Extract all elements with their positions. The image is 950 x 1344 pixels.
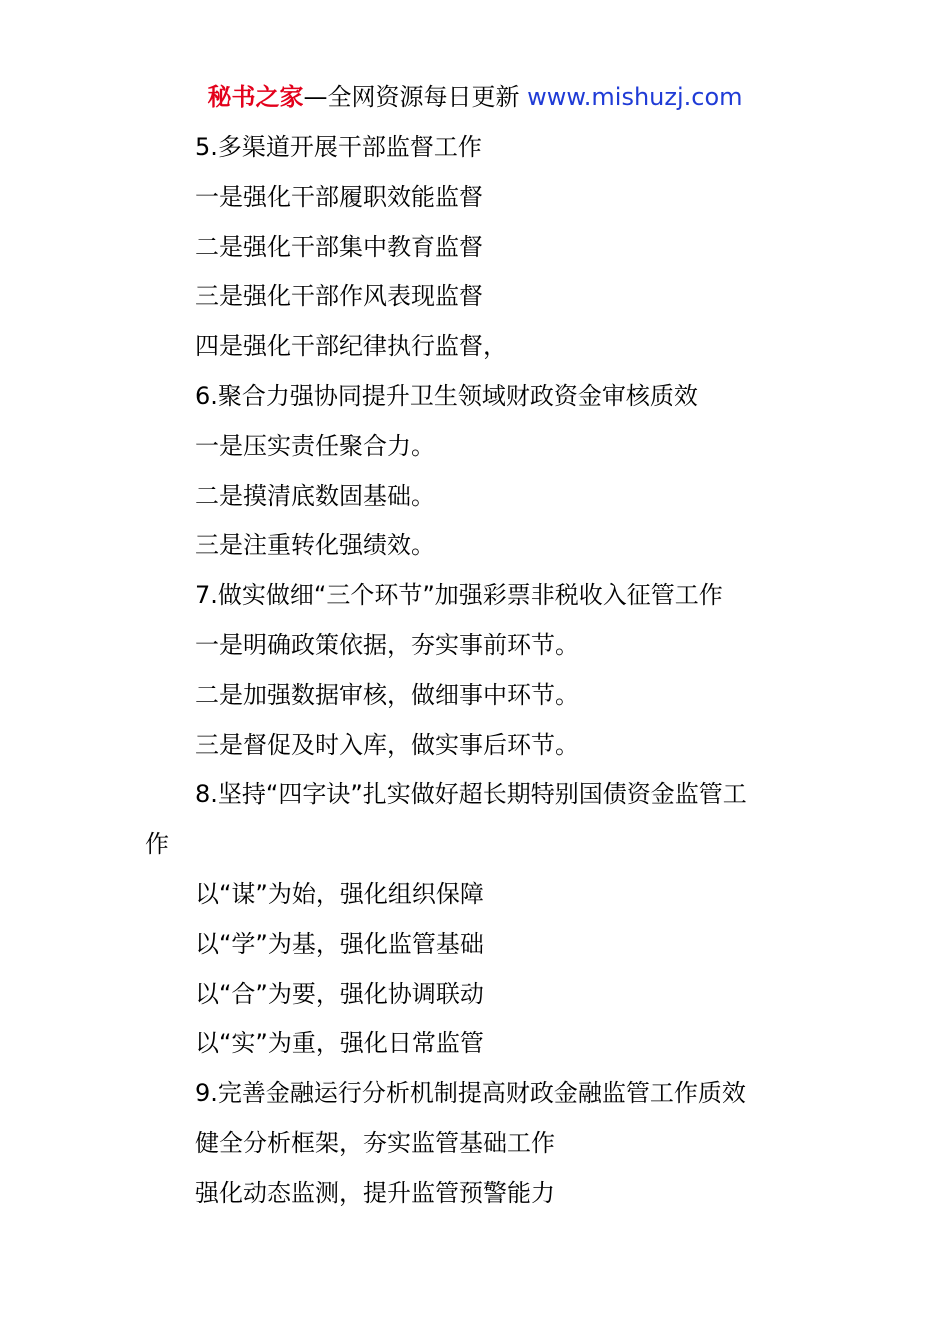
site-slogan: —全网资源每日更新	[303, 83, 528, 111]
paragraph-line: 以“实”为重，强化日常监管	[195, 1029, 484, 1058]
section-heading-8: 8.坚持“四字诀”扎实做好超长期特别国债资金监管工	[195, 780, 747, 809]
paragraph-line: 以“谋”为始，强化组织保障	[195, 879, 484, 908]
paragraph-line: 一是压实责任聚合力。	[195, 431, 435, 460]
paragraph-line: 二是摸清底数固基础。	[195, 481, 435, 510]
site-header	[0, 80, 950, 114]
paragraph-line: 以“学”为基，强化监管基础	[195, 929, 484, 958]
paragraph-line: 二是强化干部集中教育监督	[195, 232, 483, 261]
paragraph-line: 四是强化干部纪律执行监督，	[195, 332, 507, 361]
paragraph-line: 二是加强数据审核，做细事中环节。	[195, 680, 579, 709]
section-heading-9: 9.完善金融运行分析机制提高财政金融监管工作质效	[195, 1079, 746, 1108]
site-brand: 秘书之家	[207, 83, 304, 111]
paragraph-line: 一是明确政策依据，夯实事前环节。	[195, 630, 579, 659]
paragraph-line: 三是督促及时入库，做实事后环节。	[195, 730, 579, 759]
section-heading-5: 5.多渠道开展干部监督工作	[195, 133, 482, 161]
paragraph-line: 三是强化干部作风表现监督	[195, 282, 483, 311]
section-heading-7: 7.做实做细“三个环节”加强彩票非税收入征管工作	[195, 581, 723, 610]
paragraph-line: 以“合”为要，强化协调联动	[195, 979, 484, 1008]
paragraph-line: 强化动态监测，提升监管预警能力	[195, 1178, 555, 1207]
paragraph-line: 一是强化干部履职效能监督	[195, 182, 483, 211]
document-body	[145, 123, 815, 1219]
paragraph-line: 三是注重转化强绩效。	[195, 531, 435, 560]
paragraph-line: 健全分析框架，夯实监管基础工作	[195, 1128, 555, 1157]
section-heading-8-continuation: 作	[145, 830, 169, 859]
section-heading-6: 6.聚合力强协同提升卫生领域财政资金审核质效	[195, 381, 698, 410]
site-url-link[interactable]: www.mishuzj.com	[527, 83, 743, 111]
